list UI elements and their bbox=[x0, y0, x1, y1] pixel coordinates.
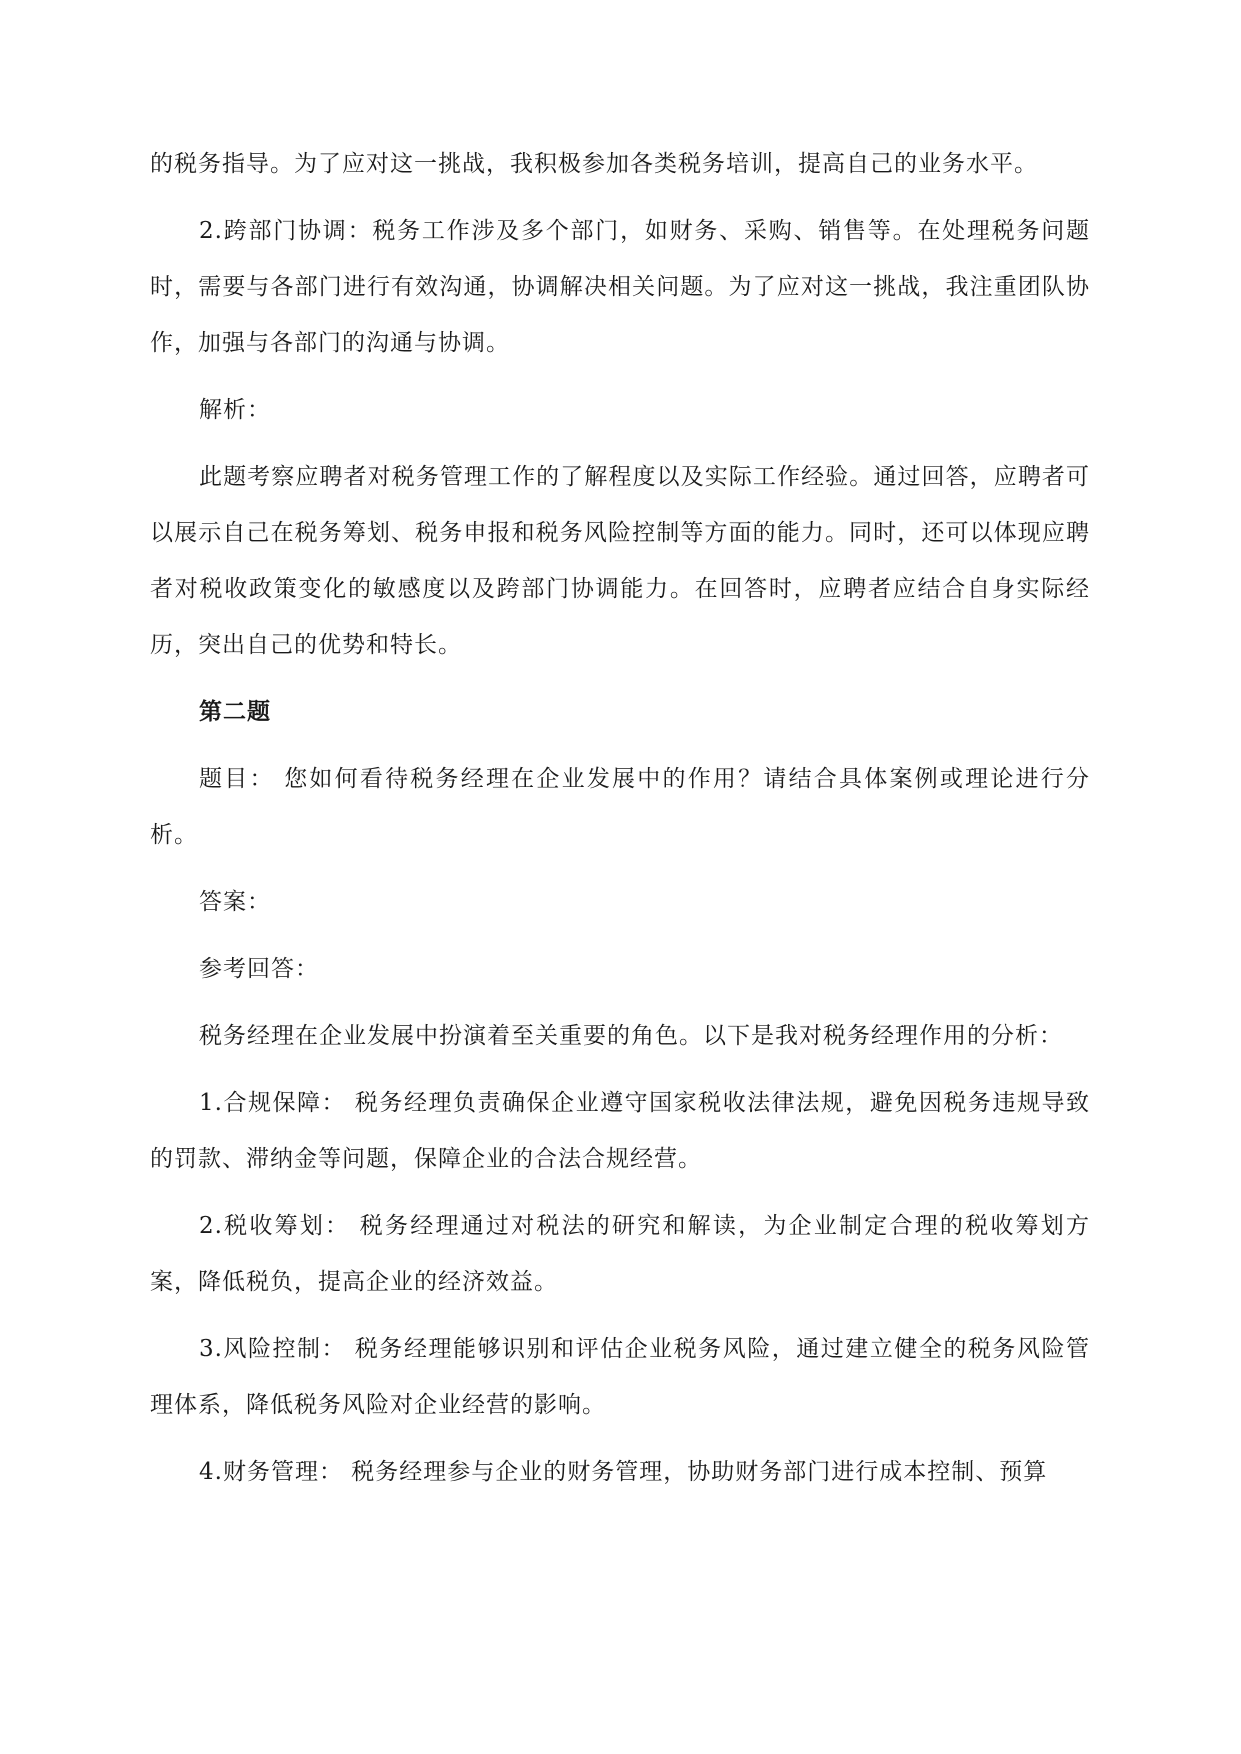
paragraph-answer-label: 答案： bbox=[199, 889, 271, 915]
paragraph-financial-management: 4.财务管理： 税务经理参与企业的财务管理，协助财务部门进行成本控制、预算 bbox=[199, 1459, 1048, 1485]
paragraph-risk-control: 3.风险控制： 税务经理能够识别和评估企业税务风险，通过建立健全的税务风险管理体系，降低税务风险对企业经营的影响。 bbox=[150, 1336, 1090, 1418]
paragraph-reference-label: 参考回答： bbox=[199, 956, 319, 982]
paragraph-question: 题目： 您如何看待税务经理在企业发展中的作用？请结合具体案例或理论进行分析。 bbox=[150, 766, 1090, 848]
paragraph-compliance: 1.合规保障： 税务经理负责确保企业遵守国家税收法律法规，避免因税务违规导致的罚款、滞纳金等问题，保障企业的合法合规经营。 bbox=[150, 1090, 1090, 1172]
paragraph-intro: 税务经理在企业发展中扮演着至关重要的角色。以下是我对税务经理作用的分析： bbox=[199, 1023, 1063, 1049]
paragraph-analysis-body: 此题考察应聘者对税务管理工作的了解程度以及实际工作经验。通过回答，应聘者可以展示自己在税务筹划、税务申报和税务风险控制等方面的能力。同时，还可以体现应聘者对税收政策变化的敏感度以及跨部门协调能力。在回答时，应聘者应结合自身实际经历，突出自己的优势和特长。 bbox=[150, 464, 1090, 658]
section-heading-question-two: 第二题 bbox=[199, 698, 271, 725]
paragraph-continuation: 的税务指导。为了应对这一挑战，我积极参加各类税务培训，提高自己的业务水平。 bbox=[150, 151, 1038, 177]
paragraph-analysis-label: 解析： bbox=[199, 397, 271, 423]
document-page bbox=[150, 136, 1090, 1511]
paragraph-cross-department: 2.跨部门协调：税务工作涉及多个部门，如财务、采购、销售等。在处理税务问题时，需要与各部门进行有效沟通，协调解决相关问题。为了应对这一挑战，我注重团队协作，加强与各部门的沟通与协调。 bbox=[150, 218, 1090, 356]
paragraph-tax-planning: 2.税收筹划： 税务经理通过对税法的研究和解读，为企业制定合理的税收筹划方案，降低税负，提高企业的经济效益。 bbox=[150, 1213, 1090, 1295]
